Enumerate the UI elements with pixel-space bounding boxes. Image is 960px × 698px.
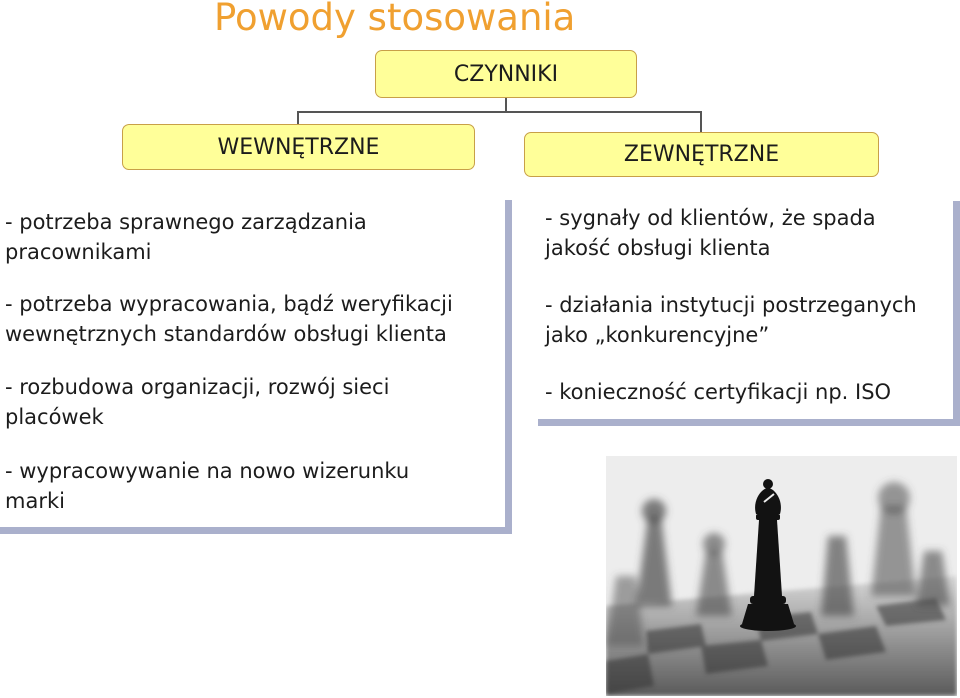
root-node-box: [375, 50, 637, 98]
internal-item-1-text: - potrzeba sprawnego zarządzania pracownikami: [5, 210, 367, 264]
external-item-1: [545, 203, 953, 263]
external-item-3: [545, 377, 953, 407]
connector-left-down: [297, 111, 299, 125]
internal-item-1: [5, 207, 505, 267]
internal-item-4: [5, 456, 505, 516]
connector-right-down: [700, 111, 702, 133]
chess-photo: [606, 456, 957, 696]
internal-item-4-text: - wypracowywanie na nowo wizerunku marki: [5, 459, 410, 513]
external-item-3-text: - konieczność certyfikacji np. ISO: [545, 380, 892, 404]
internal-item-3-text: - rozbudowa organizacji, rozwój sieci placówek: [5, 375, 390, 429]
internal-node-label: WEWNĘTRZNE: [217, 134, 380, 160]
page-title: Powody stosowania: [214, 0, 576, 39]
internal-node-box: [122, 124, 475, 170]
internal-item-2-text: - potrzeba wypracowania, bądź weryfikacji wewnętrznych standardów obsługi klienta: [5, 292, 453, 346]
external-node-label: ZEWNĘTRZNE: [623, 142, 780, 167]
external-node-box: [524, 132, 879, 177]
connector-horizontal: [297, 111, 702, 113]
internal-item-3: [5, 372, 505, 432]
external-item-1-text: - sygnały od klientów, że spada jakość obsługi klienta: [545, 206, 876, 260]
internal-item-2: [5, 289, 505, 349]
connector-root-down: [505, 98, 507, 112]
root-node-label: CZYNNIKI: [453, 61, 559, 87]
chess-scene: [606, 456, 957, 696]
external-item-2: [545, 290, 953, 350]
external-item-2-text: - działania instytucji postrzeganych jako „konkurencyjne”: [545, 293, 917, 347]
